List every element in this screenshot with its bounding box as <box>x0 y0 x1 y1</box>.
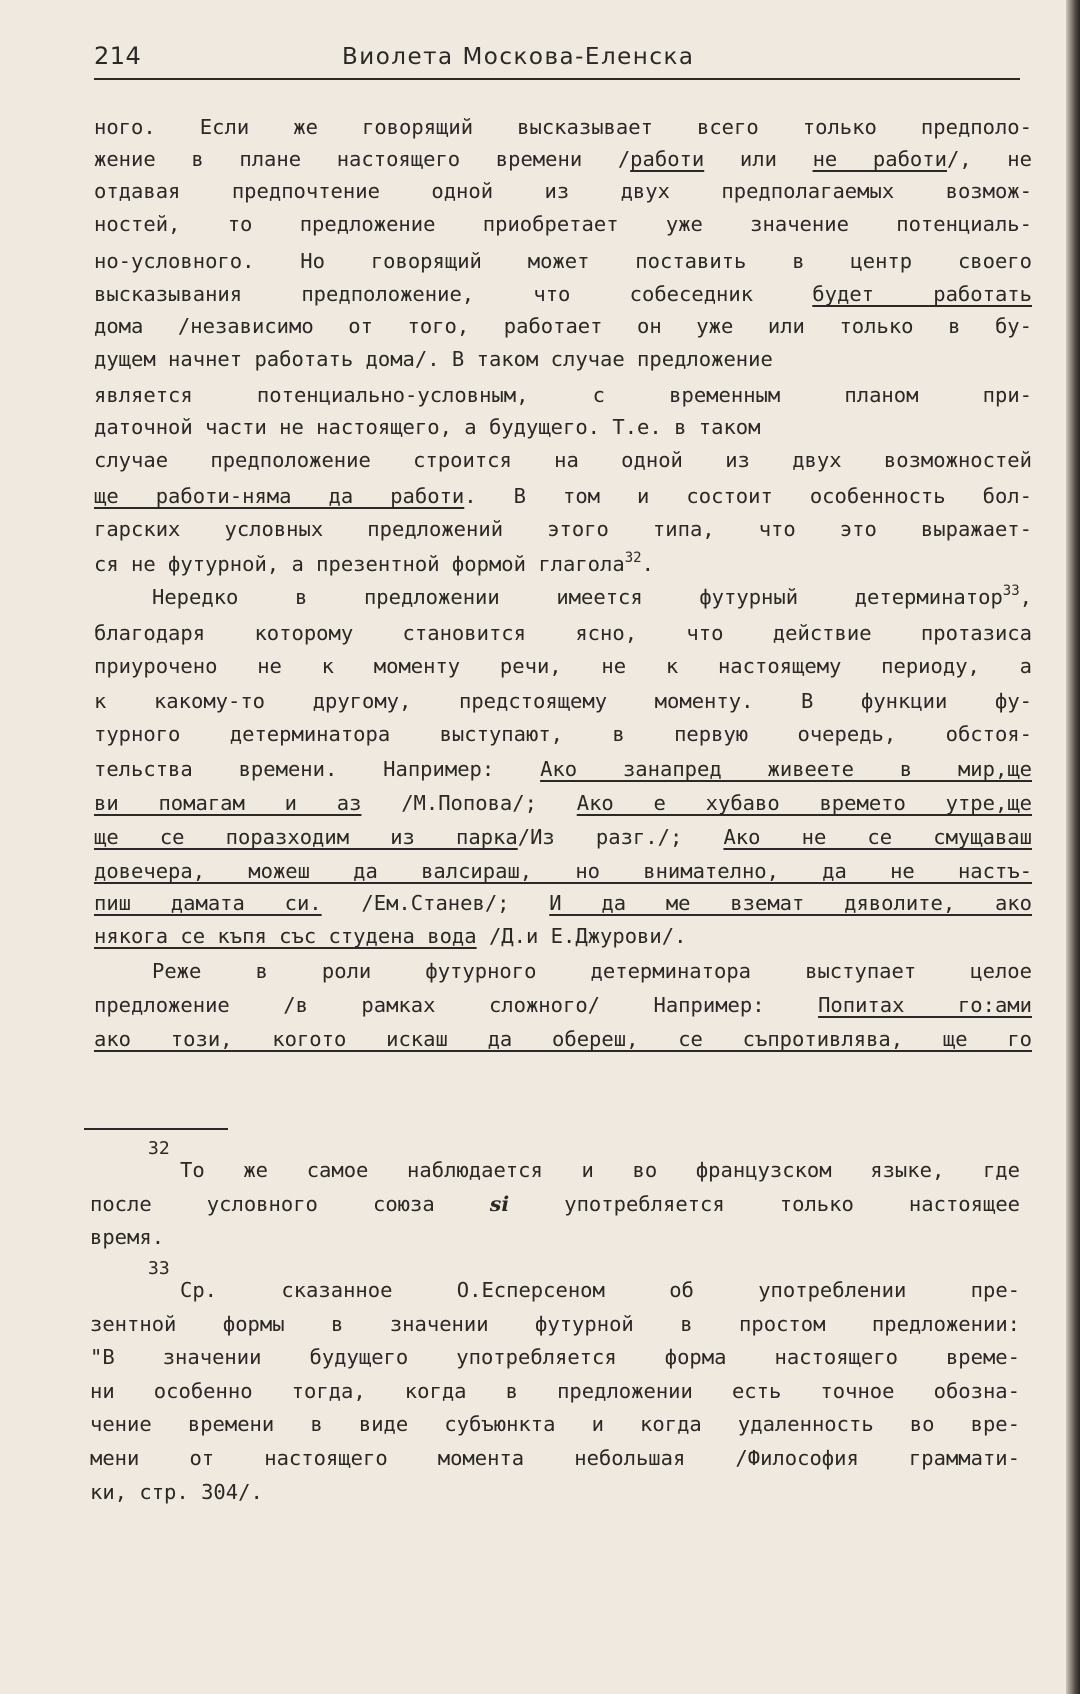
text-line: ся не футурной, а презентной формой глагола$^{32}$. <box>94 550 654 576</box>
text-line: гарских условных предложений этого типа, что это выражает- <box>94 517 1032 541</box>
text-line: ностей, то предложение приобретает уже значение потенциаль- <box>94 212 1032 236</box>
footnote-number: 33 <box>148 1258 170 1279</box>
example-underlined: ще работи-няма да работи <box>94 484 465 508</box>
text-line <box>94 856 1032 886</box>
example-underlined: Ако не се смущаваш <box>723 825 1032 849</box>
text-line: случае предположение строится на одной из двух возможностей <box>94 448 1032 472</box>
footnote-divider <box>84 1128 228 1130</box>
example-underlined: И да ме вземат дяволите, ако <box>549 891 1032 915</box>
footnote-line: чение времени в виде субъюнкта и когда удаленность во вре- <box>90 1412 1020 1436</box>
text-line <box>94 1024 1032 1054</box>
text-line: дущем начнет работать дома/. В таком случае предложение <box>94 347 773 371</box>
footnote-line: после условного союза si употребляется только настоящее <box>90 1192 1020 1216</box>
running-head: Виолета Москова-Еленска <box>342 44 695 70</box>
example-underlined: пиш дамата си. <box>94 891 322 915</box>
footnote-ref: 32 <box>624 550 642 566</box>
text-line: но-условного. Но говорящий может поставить в центр своего <box>94 249 1032 273</box>
example-underlined: някога се къпя със студена вода <box>94 924 477 948</box>
text-line: даточной части не настоящего, а будущего. Т.е. в таком <box>94 415 761 439</box>
example-underlined: не работи <box>812 147 947 171</box>
text-line: является потенциально-условным, с временным планом при- <box>94 383 1032 407</box>
text-line: жение в плане настоящего времени /работи или не работи/, не <box>94 147 1032 171</box>
page-number: 214 <box>94 42 142 70</box>
text-line: Нередко в предложении имеется футурный детерминатор$^{33}$, <box>152 583 1032 609</box>
text-line: ще работи-няма да работи. В том и состоит особенность бол- <box>94 484 1032 508</box>
footnote-line: То же самое наблюдается и во французском языке, где <box>180 1158 1020 1182</box>
footnote-line: ки, стр. 304/. <box>90 1480 263 1504</box>
example-underlined: Попитах го:ами <box>818 993 1032 1017</box>
text-line: тельства времени. Например: Ако занапред живеете в мир,ще <box>94 757 1032 781</box>
example-underlined: работи <box>630 147 705 171</box>
text-line: приурочено не к моменту речи, не к настоящему периоду, а <box>94 654 1032 678</box>
footnote-line: Ср. сказанное О.Есперсеном об употреблении пре- <box>180 1278 1020 1302</box>
text-line: ще се поразходим из парка/Из разг./; Ако не се смущаваш <box>94 825 1032 849</box>
footnote-line: мени от настоящего момента небольшая /Философия граммати- <box>90 1446 1020 1470</box>
text-line: высказывания предположение, что собеседник будет работать <box>94 282 1032 306</box>
text-line: ного. Если же говорящий высказывает всего только предполо- <box>94 115 1032 139</box>
text-line: дома /независимо от того, работает он уже или только в бу- <box>94 314 1032 338</box>
text-line: к какому-то другому, предстоящему моменту. В функции фу- <box>94 689 1032 713</box>
example-underlined: ще се поразходим из парка <box>94 825 518 849</box>
footnote-line: зентной формы в значении футурной в простом предложении: <box>90 1312 1020 1336</box>
example-underlined: ви помагам и аз <box>94 791 362 815</box>
text-line: ви помагам и аз /М.Попова/; Ако е хубаво времето утре,ще <box>94 791 1032 815</box>
foreign-word: si <box>489 1192 510 1216</box>
footnote-number: 32 <box>148 1138 170 1159</box>
example-underlined: будет работать <box>812 282 1032 306</box>
text-line: отдавая предпочтение одной из двух предполагаемых возмож- <box>94 179 1032 203</box>
text-line: пиш дамата си. /Ем.Станев/; И да ме вземат дяволите, ако <box>94 891 1032 915</box>
footnote-line: время. <box>90 1225 165 1249</box>
example-underlined: Ако е хубаво времето утре,ще <box>576 791 1032 815</box>
text-line: благодаря которому становится ясно, что действие протазиса <box>94 621 1032 645</box>
example-underlined: Ако занапред живеете в мир,ще <box>540 757 1032 781</box>
example-underlined: ако този, когото искаш да обереш, се съпротивлява, ще го <box>94 1027 1032 1051</box>
footnote-ref: 33 <box>1002 583 1020 599</box>
page-header <box>94 40 1020 80</box>
text-line: някога се къпя със студена вода /Д.и Е.Джурови/. <box>94 924 687 948</box>
page-edge-shadow <box>1066 0 1080 1694</box>
text-line: предложение /в рамках сложного/ Например: Попитах го:ами <box>94 993 1032 1017</box>
footnote-line: ни особенно тогда, когда в предложении есть точное обозна- <box>90 1379 1020 1403</box>
example-underlined: довечера, можеш да валсираш, но внимателно, да не настъ- <box>94 859 1032 883</box>
text-line: турного детерминатора выступают, в первую очередь, обстоя- <box>94 722 1032 746</box>
text-line: Реже в роли футурного детерминатора выступает целое <box>152 959 1032 983</box>
footnote-line: "В значении будущего употребляется форма настоящего време- <box>90 1345 1020 1369</box>
